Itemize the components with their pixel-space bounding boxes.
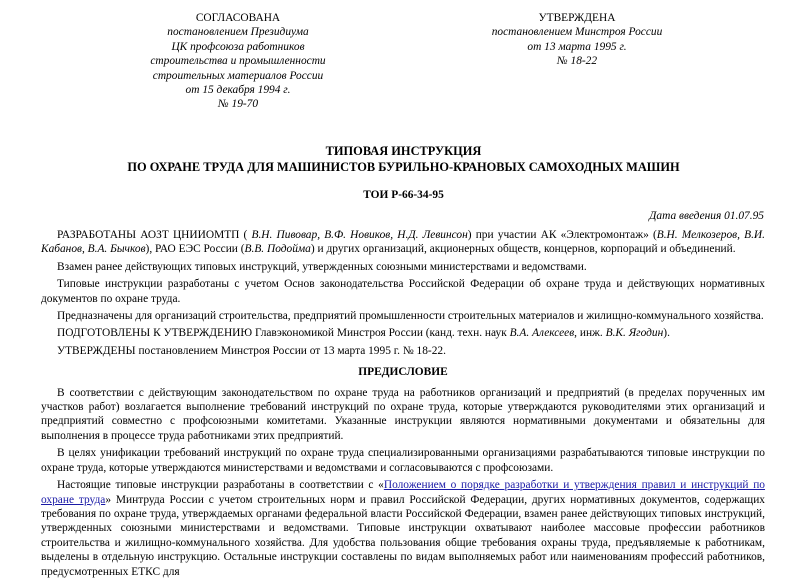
approved-block [487,11,667,69]
paragraph-replaces: Взамен ранее действующих типовых инструкций, утвержденных союзными министерствами и ведомствами. [57,260,587,273]
approved-line: постановлением Минстроя России [491,26,663,39]
paragraph-unification: В целях унификации требований инструкций по охране труда специализированными организациями разрабатываются типовые инструкции по охране труда, которые утверждаются министерствами и ведомствами и согласовываются с профсоюзами. [41,447,765,474]
text-run: ) при участии АК «Электромонтаж» ( [467,229,657,241]
title-line-2: ПО ОХРАНЕ ТРУДА ДЛЯ МАШИНИСТОВ БУРИЛЬНО-КРАНОВЫХ САМОХОДНЫХ МАШИН [127,159,680,174]
agreed-line: строительных материалов России [152,69,324,82]
text-run: РАЗРАБОТАНЫ АОЗТ ЦНИИОМТП ( [57,229,248,241]
title-line-1: ТИПОВАЯ ИНСТРУКЦИЯ [325,144,482,158]
text-run: , инж. [574,327,606,340]
paragraph-intended: Предназначены для организаций строительства, предприятий промышленности строительных материалов и жилищно-коммунального хозяйства. [57,310,764,323]
authors-italic: В.Н. Пивовар, В.Ф. Новиков, Н.Д. Левинсон [247,229,468,241]
agreed-line: постановлением Президиума [167,26,309,39]
agreed-number: № 19-70 [217,98,259,111]
text-run: ) и других организаций, акционерных обществ, концернов, корпораций и объединений. [310,243,736,256]
document-body [41,228,765,582]
paragraph-legislation: В соответствии с действующим законодательством по охране труда на работников организаций и предприятий (в пределах порученных им участков работ) возлагается выполнение требований инструкций по охране труда, которые утверждаются руководителями этих организаций и предприятий совместно с профсоюзными комитетами. Указанные инструкции являются нормативными документами и обязательны для выполнения в процессе труда работниками этих предприятий. [41,386,765,442]
text-run: ). [663,327,670,340]
document-code: ТОИ Р-66-34-95 [363,189,444,201]
authors-italic: В.А. Алексеев [509,327,575,340]
agreed-line: ЦК профсоюза работников [171,40,305,53]
section-heading-preface: ПРЕДИСЛОВИЕ [358,366,448,379]
text-run: ПОДГОТОВЛЕНЫ К УТВЕРЖДЕНИЮ Главэкономикой Минстроя России (канд. техн. наук [57,327,510,340]
paragraph-regulation [41,478,765,579]
document-title [0,144,807,175]
text-run: Настоящие типовые инструкции разработаны в соответствии с « [57,479,384,492]
text-run: » Минтруда России с учетом строительных норм и правил Российской Федерации, других нормативных документов, содержащих требования по охране труда, утверждаемых органами федеральной власти Российской Федерации, взамен ранее действующих типовых инструкций, утвержденных союзными министерствами и ведомствами. Типовые инструкции охватывают наиболее массовые профессии работников строительства и жилищно-коммунального хозяйства. Для удобства пользования общие требования охраны труда, предъявляемые к работникам, выделены в отдельную инструкцию. Остальные инструкции составлены по видам выполняемых работ или наименованиям профессий работников, предусмотренных ЕТКС для [41,493,765,578]
approved-date: от 13 марта 1995 г. [527,40,627,53]
agreed-date: от 15 декабря 1994 г. [185,84,291,97]
authors-italic: В.В. Подойма [244,243,311,256]
paragraph-prepared [41,326,765,340]
authors-italic: В.Н. Мелкозеров, В.И. Кабанов, В.А. Бычков [41,229,765,256]
agreed-caption: СОГЛАСОВАНА [195,12,281,24]
authors-italic: В.К. Ягодин [605,327,664,340]
regulation-link[interactable]: Положением о порядке разработки и утверждения правил и инструкций по охране труда [41,479,766,506]
text-run: ), РАО ЕЭС России ( [145,243,245,256]
agreed-line: строительства и промышленности [150,55,326,68]
paragraph-basis: Типовые инструкции разработаны с учетом Основ законодательства Российской Федерации об охране труда и действующих нормативных документов по охране труда. [41,278,765,305]
effective-date: Дата введения 01.07.95 [649,210,764,222]
agreed-block [138,11,338,112]
approved-caption: УТВЕРЖДЕНА [538,12,616,24]
paragraph-approved: УТВЕРЖДЕНЫ постановлением Минстроя России от 13 марта 1995 г. № 18-22. [57,344,446,357]
approved-number: № 18-22 [556,55,598,68]
paragraph-developers [41,228,765,257]
